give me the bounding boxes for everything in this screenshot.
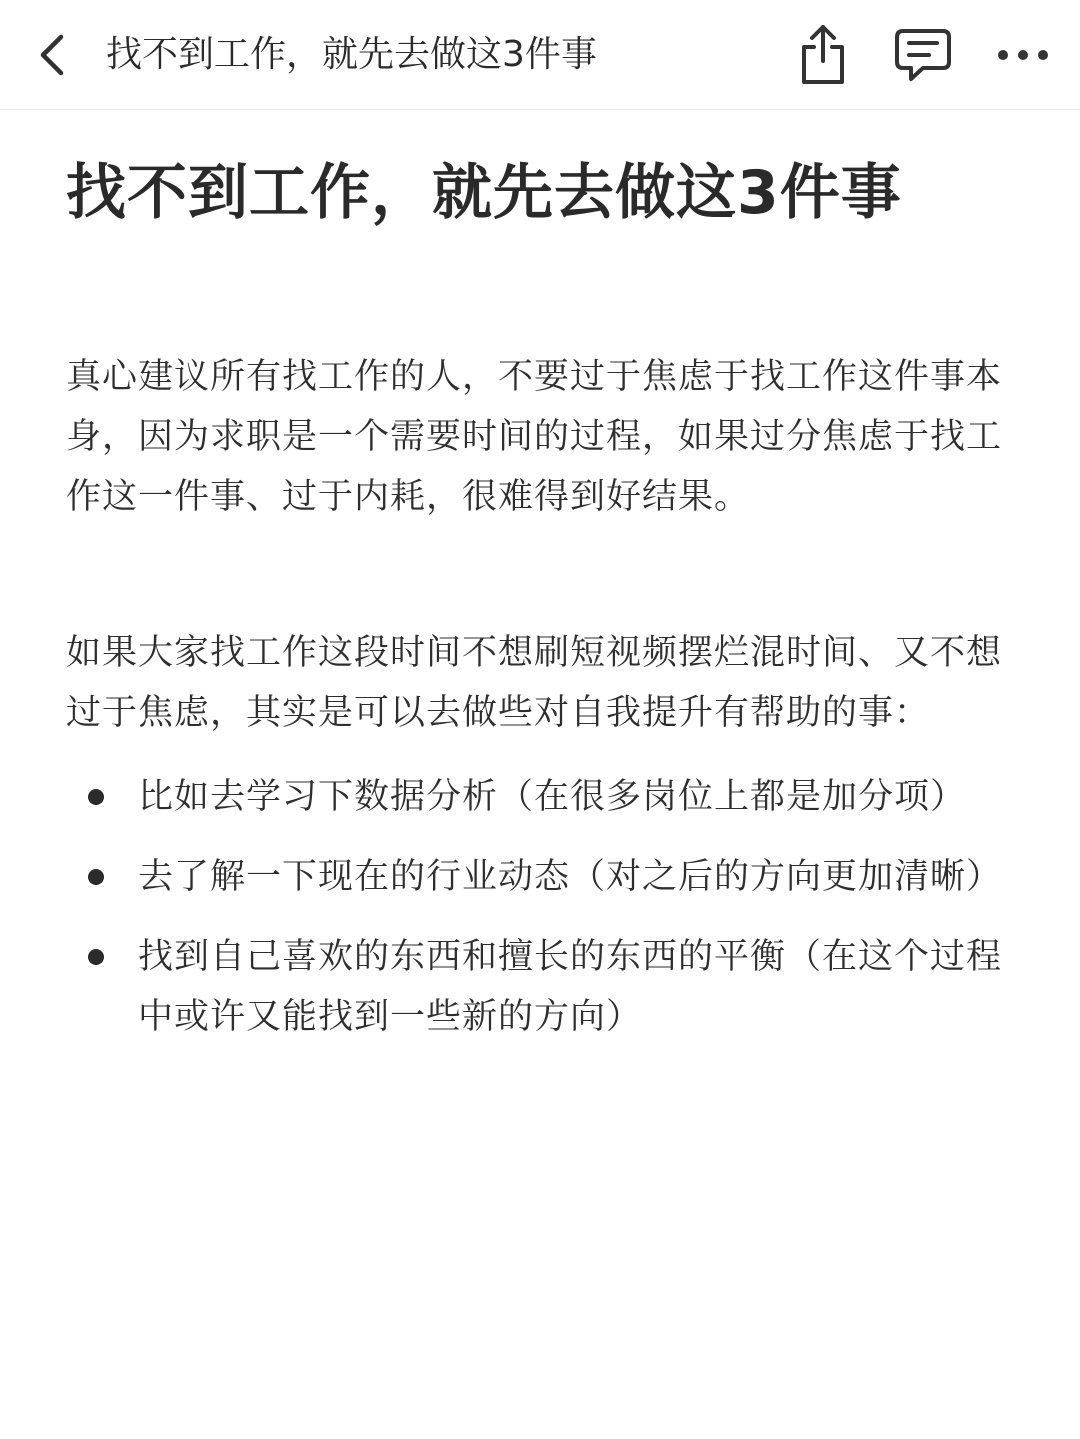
back-button[interactable] bbox=[22, 22, 82, 88]
article-title: 找不到工作，就先去做这3件事 bbox=[66, 158, 902, 228]
list-item-text: 找到自己喜欢的东西和擅长的东西的平衡（在这个过程中或许又能找到一些新的方向） bbox=[138, 937, 1003, 1037]
bullet-dot-icon bbox=[88, 869, 104, 885]
paragraph-suggestion: 如果大家找工作这段时间不想刷短视频摆烂混时间、又不想过于焦虑，其实是可以去做些对自我提升有帮助的事： bbox=[66, 633, 1003, 733]
top-nav-bar bbox=[0, 0, 1080, 110]
more-icon bbox=[996, 48, 1050, 62]
chevron-left-icon bbox=[35, 33, 69, 77]
comment-icon bbox=[893, 26, 953, 84]
share-icon bbox=[795, 23, 851, 87]
list-item bbox=[66, 847, 1006, 907]
list-item-text: 比如去学习下数据分析（在很多岗位上都是加分项） bbox=[138, 777, 967, 817]
list-item bbox=[66, 767, 1006, 827]
article-body bbox=[66, 145, 1006, 1047]
share-button[interactable] bbox=[786, 18, 860, 92]
bullet-list bbox=[66, 767, 1006, 1047]
paragraph-intro: 真心建议所有找工作的人，不要过于焦虑于找工作这件事本身，因为求职是一个需要时间的过程，如果过分焦虑于找工作这一件事、过于内耗，很难得到好结果。 bbox=[66, 357, 1003, 517]
bullet-dot-icon bbox=[88, 949, 104, 965]
list-item-text: 去了解一下现在的行业动态（对之后的方向更加清晰） bbox=[138, 857, 1003, 897]
bullet-dot-icon bbox=[88, 789, 104, 805]
nav-actions bbox=[786, 18, 1060, 92]
comment-button[interactable] bbox=[886, 18, 960, 92]
nav-title: 找不到工作，就先去做这3件事 bbox=[106, 34, 597, 75]
list-item bbox=[66, 927, 1006, 1047]
more-button[interactable] bbox=[986, 18, 1060, 92]
